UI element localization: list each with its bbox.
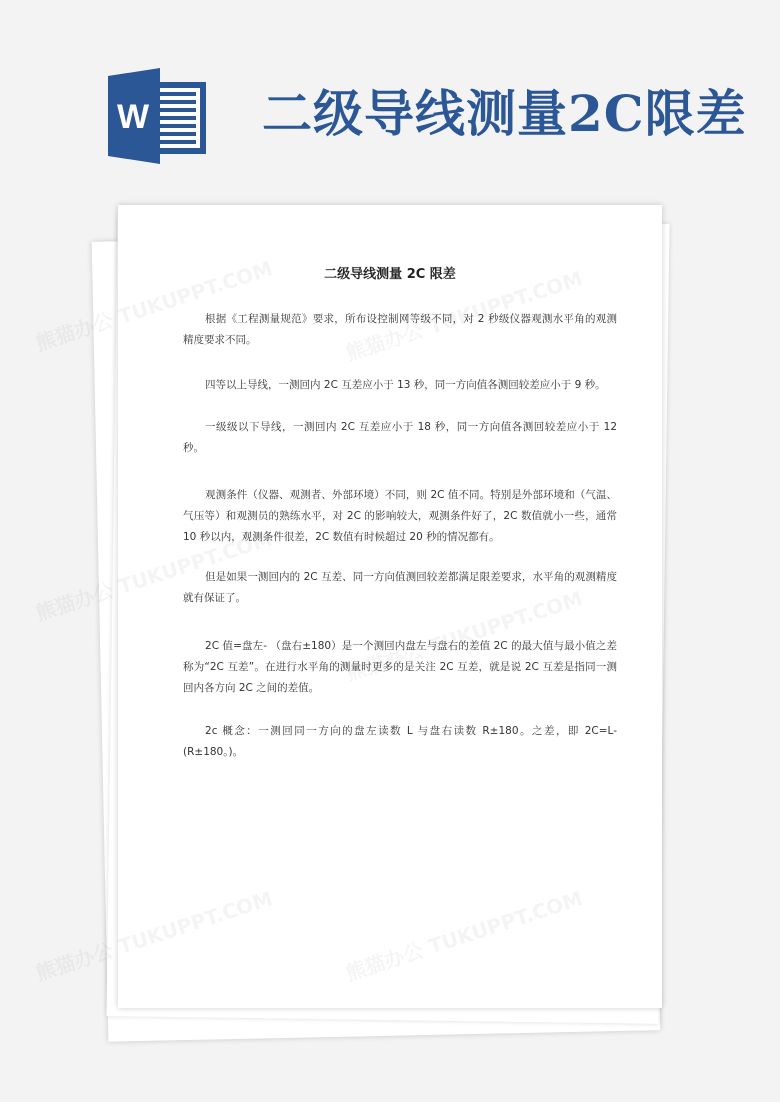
banner-title: 二级导线测量2C限差: [262, 84, 747, 143]
paragraph: 一级级以下导线，一测回内 2C 互差应小于 18 秒，同一方向值各测回较差应小于 12 秒。: [183, 421, 617, 454]
word-logo-icon: [108, 68, 208, 164]
paragraph: 根据《工程测量规范》要求，所布设控制网等级不同，对 2 秒级仪器观测水平角的观测精度要求不同。: [183, 313, 617, 346]
paragraph: 2c 概念：一测回同一方向的盘左读数 L 与盘右读数 R±180。之差，即 2C=L-(R±180。)。: [183, 725, 617, 758]
paragraph: 观测条件（仪器、观测者、外部环境）不同，则 2C 值不同。特别是外部环境和（气温、气压等）和观测员的熟练水平，对 2C 的影响较大，观测条件好了，2C 数值就小一些，通常 10 秒以内，观测条件很差，2C 数值有时候超过 20 秒的情况都有。: [183, 489, 617, 543]
paragraph: 但是如果一测回内的 2C 互差、同一方向值测回较差都满足限差要求，水平角的观测精度就有保证了。: [183, 571, 617, 604]
svg-text:W: W: [116, 98, 150, 136]
paragraph: 2C 值=盘左- （盘右±180）是一个测回内盘左与盘右的差值 2C 的最大值与最小值之差称为“2C 互差”。在进行水平角的测量时更多的是关注 2C 互差，就是说 2C 互差是指同一测回内各方向 2C 之间的差值。: [183, 640, 617, 694]
paragraph: 四等以上导线，一测回内 2C 互差应小于 13 秒，同一方向值各测回较差应小于 9 秒。: [205, 379, 606, 391]
document-title: 二级导线测量 2C 限差: [324, 267, 456, 282]
document-page: [118, 205, 662, 1008]
